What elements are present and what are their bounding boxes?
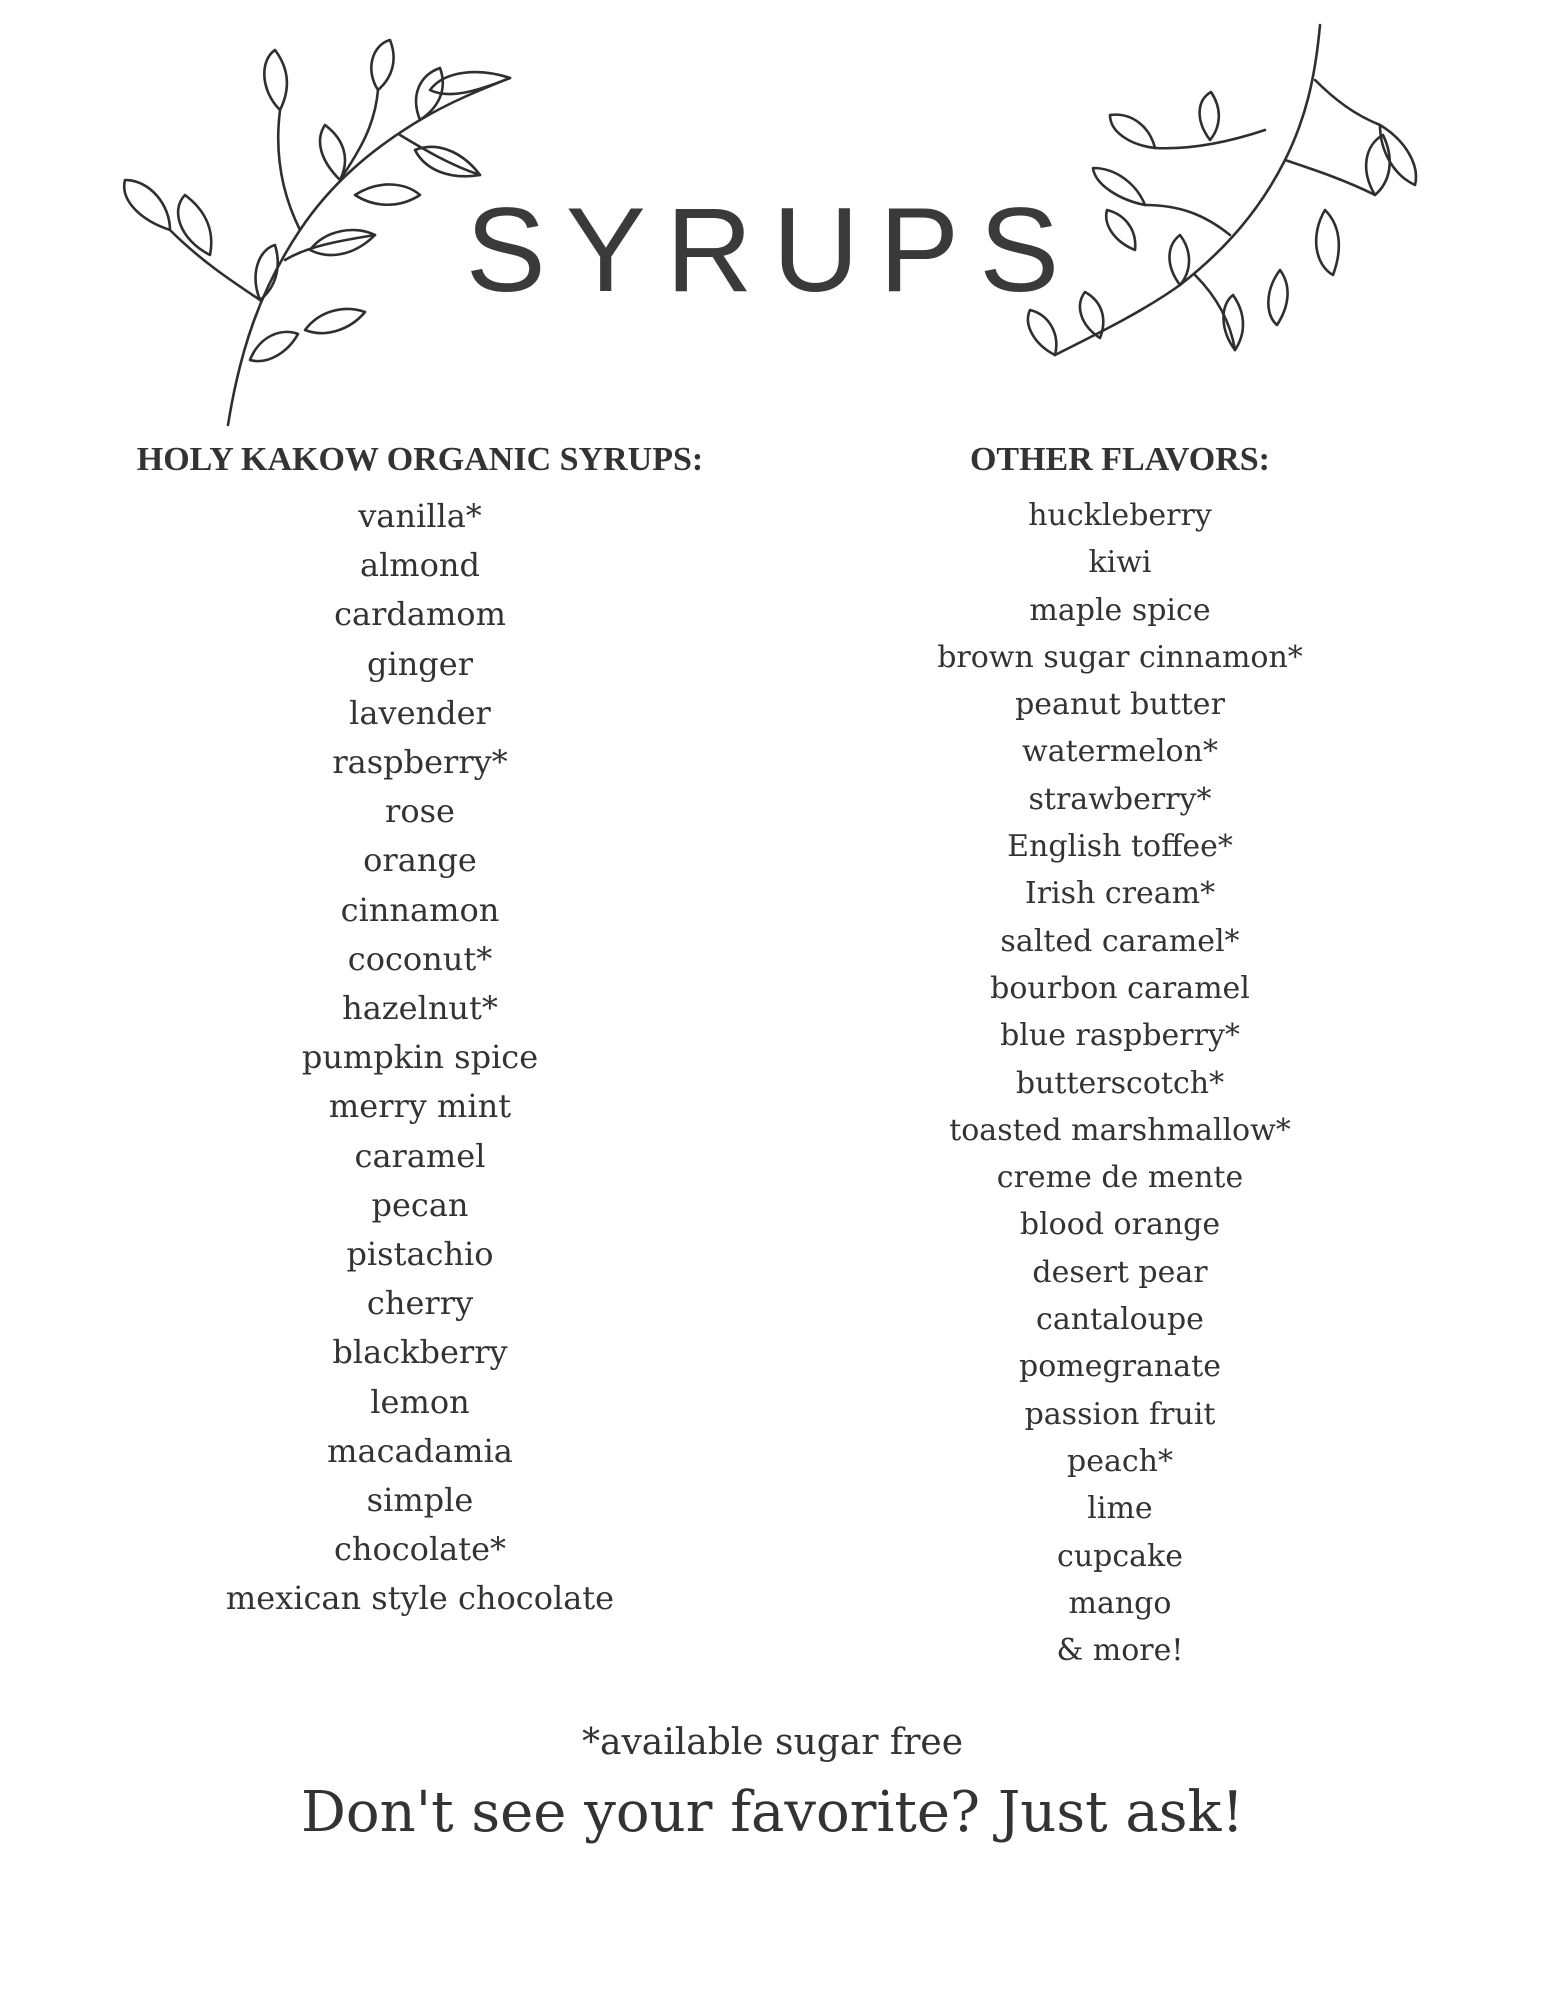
- list-item: Irish cream*: [1024, 876, 1216, 912]
- list-item: macadamia: [327, 1431, 513, 1470]
- list-item: blood orange: [1019, 1207, 1221, 1243]
- list-item: brown sugar cinnamon*: [937, 639, 1303, 675]
- list-item: English toffee*: [1007, 829, 1233, 865]
- list-item: hazelnut*: [342, 989, 498, 1028]
- list-item: strawberry*: [1028, 781, 1212, 817]
- list-item: lemon: [370, 1382, 470, 1421]
- other-flavors-heading: OTHER FLAVORS:: [969, 441, 1271, 478]
- list-item: butterscotch*: [1015, 1065, 1225, 1101]
- list-item: coconut*: [347, 939, 493, 978]
- list-item: merry mint: [328, 1087, 512, 1126]
- list-item: mango: [1068, 1585, 1172, 1621]
- list-item: simple: [366, 1481, 474, 1520]
- list-item: pumpkin spice: [301, 1038, 539, 1077]
- ask-line: Don't see your favorite? Just ask!: [301, 1780, 1244, 1845]
- list-item: rose: [385, 792, 455, 831]
- list-item: kiwi: [1088, 545, 1152, 581]
- list-item: blackberry: [332, 1333, 508, 1372]
- sugar-free-footnote: *available sugar free: [581, 1722, 964, 1763]
- list-item: almond: [359, 546, 480, 585]
- list-item: cinnamon: [340, 890, 500, 929]
- list-item: cupcake: [1057, 1538, 1183, 1574]
- organic-syrups-heading: HOLY KAKOW ORGANIC SYRUPS:: [136, 441, 704, 478]
- list-item: lavender: [349, 693, 491, 732]
- list-item: cantaloupe: [1036, 1302, 1204, 1338]
- list-item: maple spice: [1029, 592, 1211, 628]
- list-item: pistachio: [346, 1235, 494, 1274]
- list-item: passion fruit: [1024, 1396, 1216, 1432]
- list-item: peach*: [1067, 1443, 1173, 1479]
- list-item: orange: [363, 841, 477, 880]
- other-flavors-list: [820, 492, 1420, 1674]
- list-item: salted caramel*: [1000, 923, 1240, 959]
- list-item: caramel: [354, 1136, 486, 1175]
- list-item: cherry: [366, 1284, 474, 1323]
- list-item: pomegranate: [1019, 1349, 1221, 1385]
- other-flavors-column: [820, 438, 1420, 1674]
- organic-syrups-column: [120, 438, 720, 1624]
- list-item: peanut butter: [1015, 687, 1225, 723]
- list-item: chocolate*: [333, 1530, 507, 1569]
- page-title: SYRUPS: [465, 183, 1080, 317]
- list-item: ginger: [366, 644, 474, 683]
- list-item: lime: [1087, 1491, 1153, 1527]
- list-item: bourbon caramel: [990, 970, 1250, 1006]
- list-item: mexican style chocolate: [225, 1579, 615, 1618]
- list-item: watermelon*: [1022, 734, 1218, 770]
- list-item: cardamom: [334, 595, 506, 634]
- list-item: desert pear: [1032, 1254, 1208, 1290]
- list-item: & more!: [1056, 1633, 1184, 1669]
- list-item: blue raspberry*: [1000, 1018, 1240, 1054]
- list-item: raspberry*: [332, 743, 508, 782]
- list-item: huckleberry: [1028, 498, 1212, 533]
- organic-syrups-list: [120, 492, 720, 1624]
- list-item: vanilla*: [358, 497, 482, 535]
- list-item: toasted marshmallow*: [949, 1112, 1291, 1148]
- list-item: pecan: [371, 1185, 469, 1224]
- list-item: creme de mente: [996, 1160, 1244, 1196]
